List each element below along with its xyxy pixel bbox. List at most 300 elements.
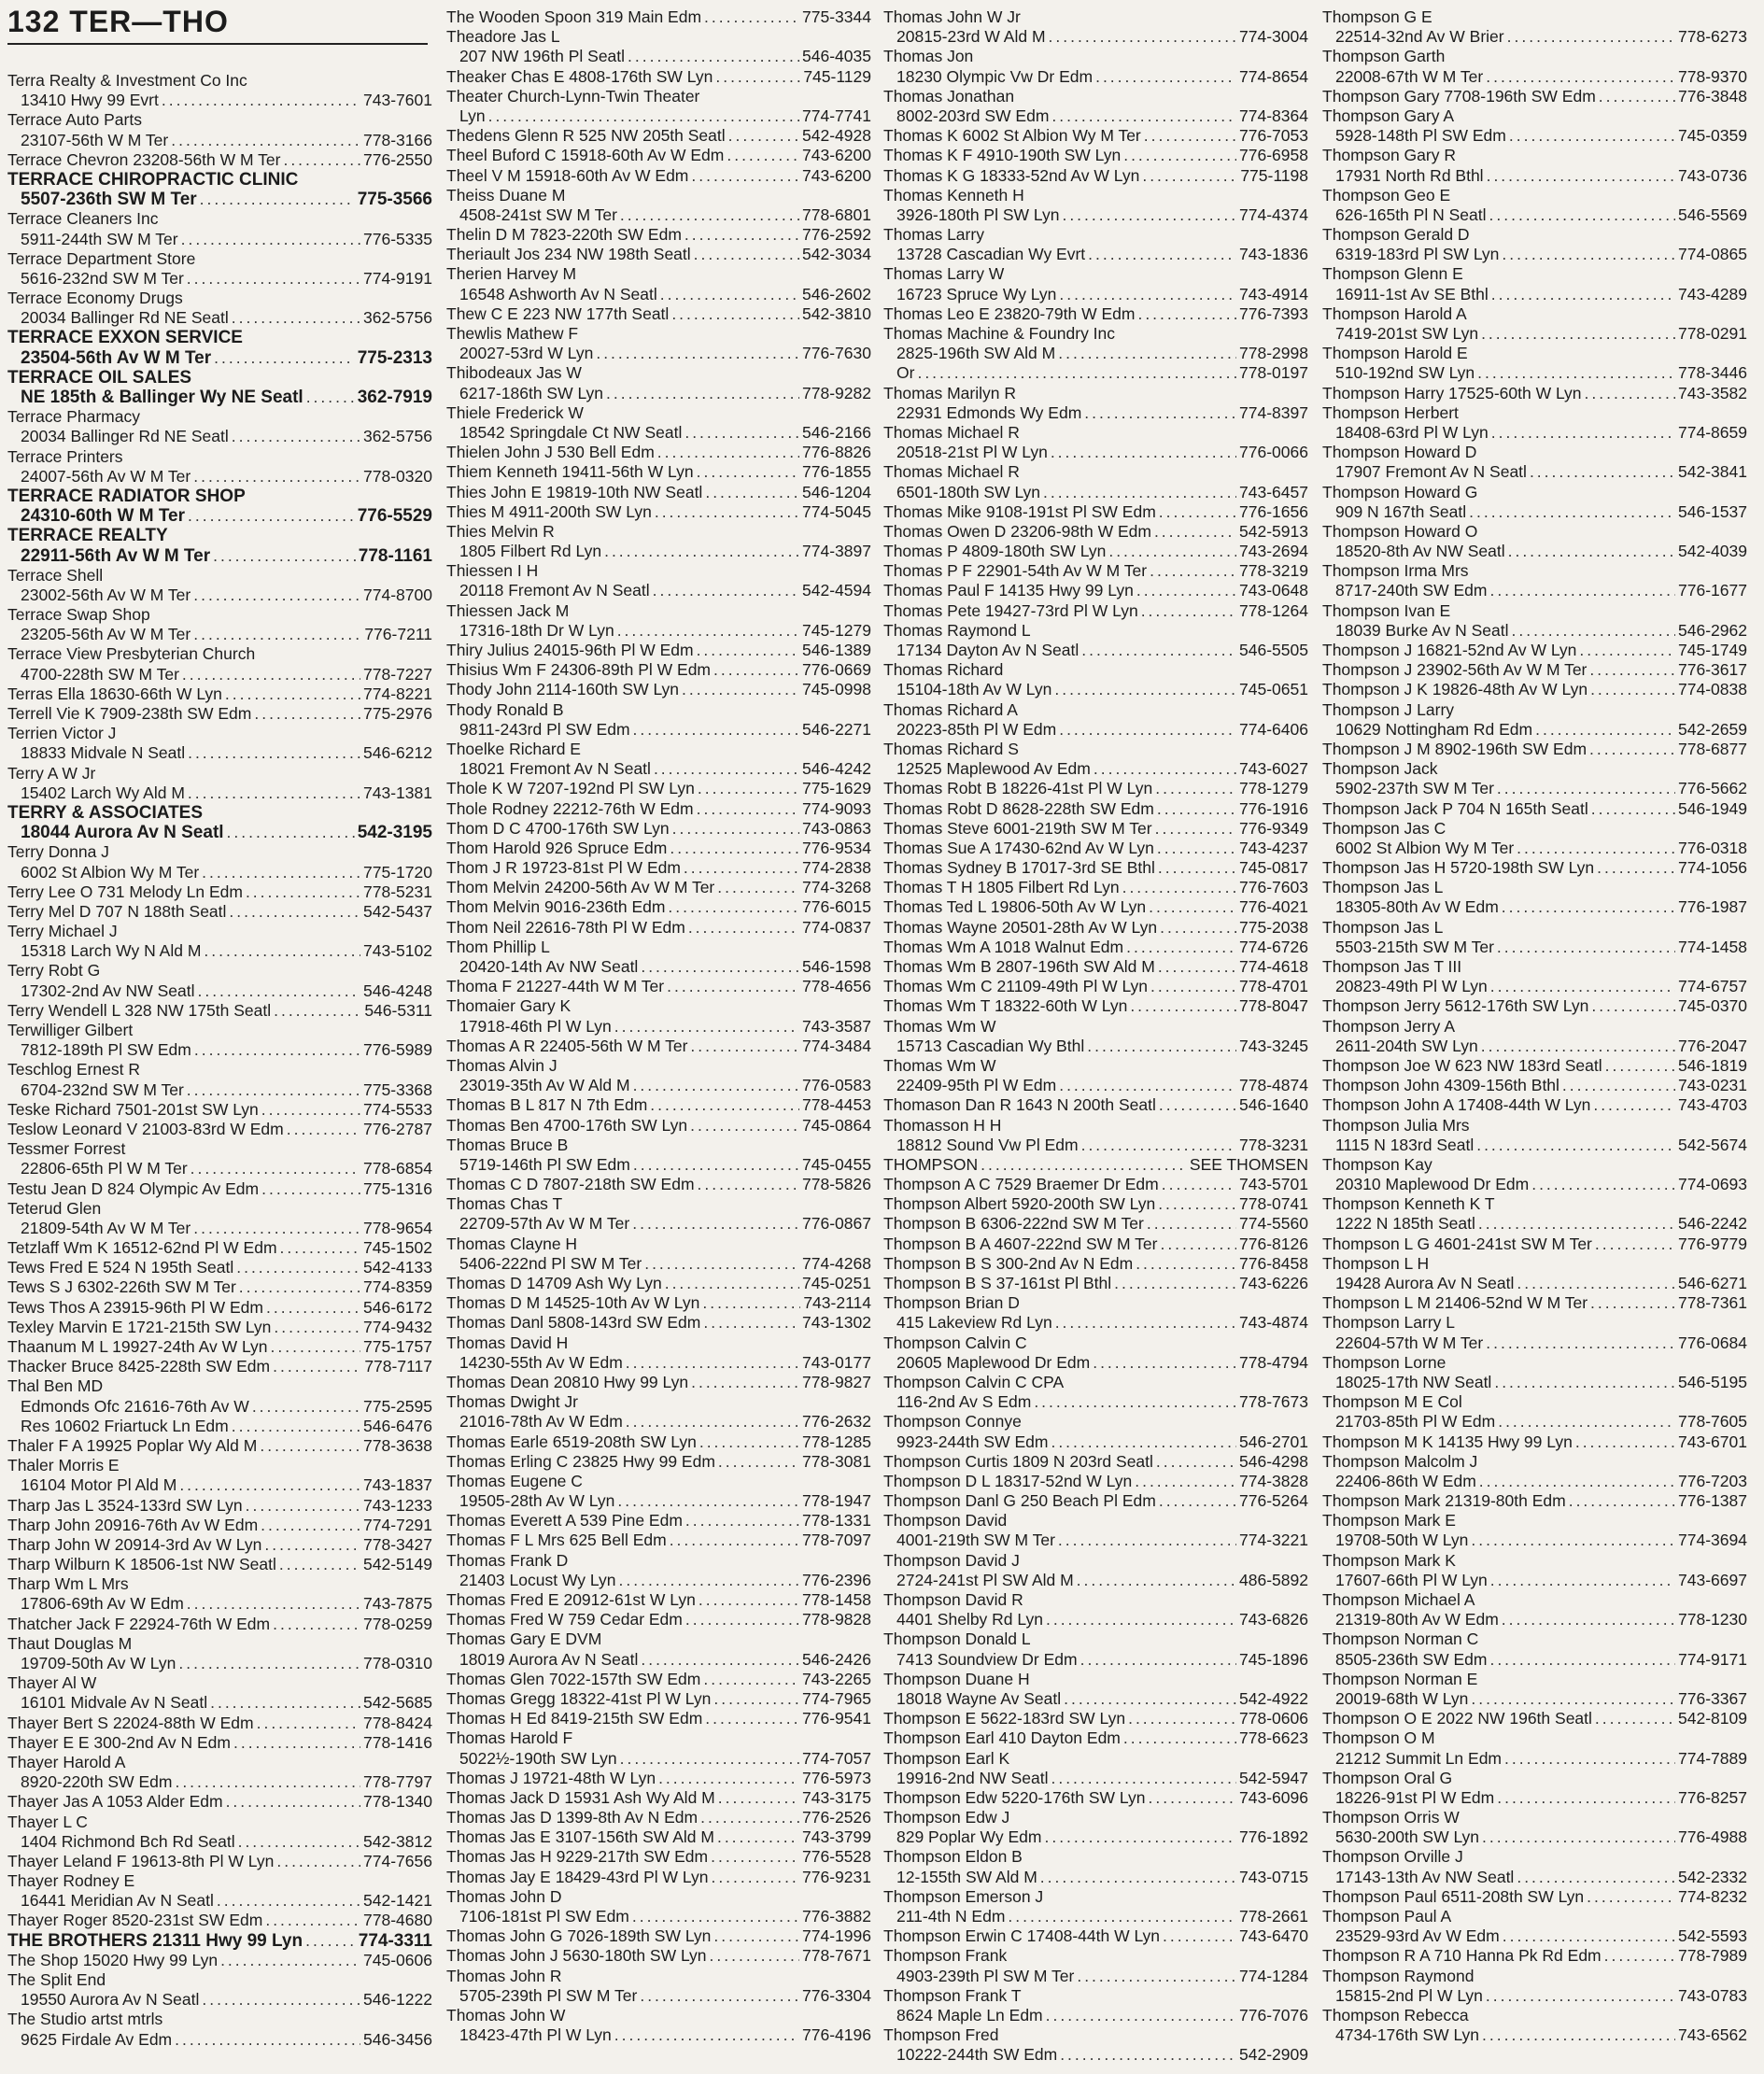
listing-text: Thompson Jas C	[1322, 818, 1446, 838]
listing-text: Thompson Jack	[1322, 759, 1438, 779]
listing-entry	[446, 1511, 871, 1531]
listing-text: Thomas F L Mrs 625 Bell Edm	[446, 1531, 667, 1550]
listing-text: Thompson Julia Mrs	[1322, 1115, 1470, 1135]
listing-text: Thompson Harold A	[1322, 303, 1467, 323]
listing-address-line	[446, 1749, 871, 1769]
listing-text: Thomas K F 4910-190th SW Lyn	[883, 146, 1122, 165]
dot-leader	[1575, 1432, 1675, 1452]
listing-text: 7413 Soundview Dr Edm	[896, 1649, 1078, 1669]
listing-text: 18520-8th Av NW Seatl	[1335, 542, 1505, 561]
listing-entry	[7, 1238, 432, 1258]
dot-leader	[633, 1155, 799, 1175]
listing-text: Thomas Michael R	[883, 462, 1020, 482]
listing-text: Thompson Earl 410 Dayton Edm	[883, 1728, 1121, 1748]
listing-address-line	[7, 2030, 432, 2050]
listing-text: Terry Donna J	[7, 842, 109, 862]
listing-address-line	[1322, 1175, 1747, 1194]
listing-entry	[446, 1926, 871, 1946]
phone-number: 743-6470	[1239, 1926, 1308, 1946]
dot-leader	[261, 1516, 360, 1535]
listing-address-line	[1322, 1531, 1747, 1550]
listing-address-line	[883, 443, 1308, 462]
dot-leader	[1587, 1887, 1675, 1907]
listing-entry	[1322, 700, 1747, 720]
dot-leader	[1535, 720, 1675, 740]
listing-entry	[883, 1926, 1308, 1946]
listing-address-line	[7, 625, 432, 644]
phone-number: 774-5045	[802, 501, 871, 521]
phone-number: 776-4196	[802, 2025, 871, 2045]
listing-address-line	[1322, 1037, 1747, 1056]
dot-leader	[670, 839, 799, 858]
listing-entry	[7, 1199, 432, 1219]
listing-entry	[883, 1056, 1308, 1076]
phone-number: 743-0715	[1239, 1867, 1308, 1886]
listing-entry	[446, 87, 871, 106]
dot-leader	[188, 506, 355, 526]
listing-entry	[446, 502, 871, 522]
listing-text: Theel Buford C 15918-60th Av W Edm	[446, 146, 725, 165]
column-2	[446, 7, 871, 2074]
listing-text: 23205-56th Av W M Ter	[21, 625, 191, 644]
listing-entry	[883, 1095, 1308, 1115]
phone-number: 775-2595	[363, 1396, 432, 1416]
listing-text: Teslow Leonard V 21003-83rd W Edm	[7, 1119, 284, 1138]
listing-address-line	[7, 665, 432, 684]
listing-text: Thomas Wm T 18322-60th W Lyn	[883, 996, 1128, 1016]
dot-leader	[1512, 621, 1676, 641]
listing-text: 15318 Larch Wy N Ald M	[21, 941, 202, 961]
listing-entry	[446, 839, 871, 858]
listing-text: Terry Wendell L 328 NW 175th Seatl	[7, 1000, 272, 1020]
listing-entry	[883, 878, 1308, 897]
listing-text: Thompson David R	[883, 1590, 1023, 1609]
listing-text: Thompson Michael A	[1322, 1590, 1475, 1609]
listing-entry	[1322, 264, 1747, 284]
phone-number: 778-1230	[1678, 1610, 1747, 1630]
phone-number: 776-8126	[1239, 1234, 1308, 1253]
listing-text: Thompson Eldon B	[883, 1847, 1023, 1867]
listing-text: Thal Ben MD	[7, 1376, 104, 1396]
dot-leader	[1144, 126, 1236, 146]
listing-address-line	[7, 91, 432, 110]
listing-text: Thompson David J	[883, 1550, 1020, 1570]
dot-leader	[191, 1159, 360, 1178]
listing-text: Thibodeaux Jas W	[446, 363, 582, 383]
phone-number: 743-6697	[1678, 1570, 1747, 1589]
phone-number: 776-1892	[1239, 1827, 1308, 1847]
dot-leader	[193, 625, 361, 644]
listing-text: Thompson Rebecca	[1322, 2005, 1469, 2025]
dot-leader	[619, 1571, 800, 1590]
dot-leader	[188, 783, 360, 803]
listing-text: 19708-50th W Lyn	[1335, 1531, 1469, 1550]
listing-text: 20034 Ballinger Rd NE Seatl	[21, 427, 229, 446]
listing-entry	[7, 1060, 432, 1079]
listing-text: Teschlog Ernest R	[7, 1060, 141, 1079]
dot-leader	[238, 1832, 360, 1852]
phone-number: 743-6027	[1239, 759, 1308, 779]
listing-address-line	[1322, 581, 1747, 600]
listing-text: 5507-236th SW M Ter	[21, 190, 197, 210]
phone-number: 776-8458	[1239, 1253, 1308, 1273]
dot-leader	[1159, 502, 1236, 522]
phone-number: 775-1720	[363, 862, 432, 882]
listing-text: Thomaier Gary K	[446, 996, 572, 1016]
listing-text: Thomasson H H	[883, 1115, 1002, 1135]
listing-entry	[883, 1254, 1308, 1274]
listing-address-line	[883, 641, 1308, 660]
dot-leader	[274, 1001, 361, 1021]
phone-number: 776-9231	[802, 1867, 871, 1886]
listing-entry	[1322, 186, 1747, 205]
dot-leader	[685, 1610, 799, 1630]
listing-entry	[446, 1136, 871, 1155]
dot-leader	[626, 1412, 799, 1432]
listing-entry	[883, 660, 1308, 680]
listing-text: Terrace Shell	[7, 565, 104, 585]
dot-leader	[1064, 1689, 1236, 1709]
phone-number: 774-9432	[363, 1317, 432, 1336]
listing-text: Thomas Larry W	[883, 264, 1005, 284]
phone-number: 774-7291	[363, 1515, 432, 1534]
listing-entry	[446, 1235, 871, 1254]
phone-number: 778-0291	[1678, 324, 1747, 343]
listing-text: 19428 Aurora Av N Seatl	[1335, 1274, 1515, 1292]
listing-text: Thayer Jas A 1053 Alder Edm	[7, 1792, 223, 1812]
listing-text: Thompson J 23902-56th Av W M Ter	[1322, 660, 1588, 680]
listing-text: Teske Richard 7501-201st SW Lyn	[7, 1099, 259, 1119]
phone-number: 542-5149	[363, 1555, 432, 1574]
phone-number: 542-4133	[363, 1258, 432, 1277]
phone-number: 776-9541	[802, 1709, 871, 1728]
listing-address-line	[7, 1219, 432, 1238]
listing-text: Thomas Wm A 1018 Walnut Edm	[883, 937, 1124, 956]
listing-address-line	[7, 308, 432, 328]
phone-number: 743-2265	[802, 1669, 871, 1688]
phone-number: 778-0259	[363, 1614, 432, 1633]
listing-entry	[7, 1813, 432, 1832]
listing-text: Terrace Auto Parts	[7, 110, 142, 130]
dot-leader	[640, 1986, 799, 2006]
listing-text: 24007-56th Av W M Ter	[21, 466, 191, 486]
listing-entry	[7, 2010, 432, 2029]
dot-leader	[1595, 1709, 1675, 1728]
listing-text: 21016-78th Av W Edm	[459, 1412, 623, 1432]
phone-number: 774-2838	[802, 858, 871, 878]
listing-entry	[883, 1590, 1308, 1610]
phone-number: 743-6826	[1239, 1610, 1308, 1630]
listing-entry	[7, 1911, 432, 1930]
dot-leader	[1034, 1392, 1236, 1412]
listing-entry	[1322, 819, 1747, 839]
dot-leader	[225, 684, 360, 704]
phone-number: 776-2632	[802, 1412, 871, 1432]
phone-number: 546-2271	[802, 719, 871, 739]
listing-text: Thomas Jon	[883, 47, 974, 66]
dot-leader	[1122, 878, 1236, 897]
phone-number: 778-8424	[363, 1713, 432, 1732]
dot-leader	[1481, 1037, 1675, 1056]
listing-address-line	[7, 1397, 432, 1417]
listing-address-line	[7, 981, 432, 1001]
dot-leader	[217, 1891, 360, 1911]
phone-number: 776-0669	[802, 660, 871, 680]
listing-entry	[446, 522, 871, 542]
listing-text: 2611-204th SW Lyn	[1335, 1036, 1478, 1055]
dot-leader	[1137, 304, 1236, 324]
phone-number: 546-1204	[802, 482, 871, 501]
phone-number: 776-3848	[1678, 86, 1747, 106]
listing-text: Terry Robt G	[7, 961, 101, 981]
dot-leader	[1058, 344, 1236, 363]
listing-text: Thompson Frank	[883, 1946, 1008, 1966]
phone-number: 776-1677	[1678, 581, 1747, 600]
listing-entry	[883, 87, 1308, 106]
listing-text: Thole K W 7207-192nd Pl SW Lyn	[446, 779, 695, 798]
dot-leader	[274, 1318, 360, 1337]
listing-address-line	[446, 47, 871, 66]
listing-text: 21319-80th Av W Edm	[1335, 1610, 1499, 1630]
listing-text: Thomas Robt D 8628-228th SW Edm	[883, 798, 1154, 818]
listing-text: Thompson M K 14135 Hwy 99 Lyn	[1322, 1432, 1573, 1451]
listing-text: 20223-85th Pl W Edm	[896, 719, 1057, 739]
listing-address-line	[883, 1689, 1308, 1709]
listing-text: 18226-91st Pl W Edm	[1335, 1787, 1495, 1807]
listing-text: Thompson Paul A	[1322, 1907, 1452, 1926]
dot-leader	[287, 1120, 360, 1139]
dot-leader	[665, 1274, 799, 1293]
dot-leader	[698, 779, 799, 798]
listing-text: Thies Melvin R	[446, 521, 555, 541]
dot-leader	[306, 388, 355, 407]
dot-leader	[187, 269, 360, 289]
phone-number: 776-0867	[802, 1214, 871, 1234]
dot-leader	[220, 1951, 360, 1970]
listing-entry	[446, 680, 871, 699]
listing-entry	[1322, 1709, 1747, 1728]
phone-number: 776-0684	[1678, 1333, 1747, 1352]
phone-number: 778-4874	[1239, 1076, 1308, 1095]
listing-entry	[883, 1630, 1308, 1649]
listing-entry	[1322, 1590, 1747, 1610]
dot-leader	[1046, 1610, 1236, 1630]
listing-text: 8717-240th SW Edm	[1335, 581, 1488, 600]
listing-text: Thomas Ben 4700-176th SW Lyn	[446, 1115, 688, 1135]
listing-text: Thom Harold 926 Spruce Edm	[446, 838, 668, 857]
listing-address-line	[446, 285, 871, 304]
listing-entry	[1322, 522, 1747, 542]
listing-entry	[7, 1258, 432, 1277]
dot-leader	[1489, 205, 1676, 225]
dot-leader	[175, 1772, 360, 1792]
listing-text: Thom Phillip L	[446, 937, 550, 956]
listing-address-line	[7, 348, 432, 368]
listing-entry	[446, 1709, 871, 1728]
dot-leader	[194, 1040, 360, 1060]
listing-entry	[7, 289, 432, 308]
listing-text: 6319-183rd Pl SW Lyn	[1335, 245, 1500, 264]
dot-leader	[1486, 67, 1675, 87]
listing-entry	[7, 764, 432, 783]
listing-text: Thompson John 4309-156th Bthl	[1322, 1076, 1559, 1095]
phone-number: 774-7057	[802, 1748, 871, 1768]
listing-text: Thomas Wayne 20501-28th Av W Lyn	[883, 917, 1158, 937]
dot-leader	[266, 1298, 360, 1318]
phone-number: 778-1161	[358, 545, 432, 566]
phone-number: 743-5102	[363, 941, 432, 961]
listing-address-line	[1322, 720, 1747, 740]
phone-number: 774-6757	[1678, 977, 1747, 996]
listing-text: Thomas Glen 7022-157th SW Edm	[446, 1669, 701, 1688]
listing-entry	[1322, 1491, 1747, 1511]
dot-leader	[654, 759, 799, 779]
dot-leader	[1517, 1274, 1675, 1293]
phone-number: 542-5685	[363, 1693, 432, 1713]
phone-number: 743-6226	[1239, 1274, 1308, 1292]
listing-entry	[446, 7, 871, 27]
listing-entry	[1322, 1095, 1747, 1115]
listing-text: Thody Ronald B	[446, 699, 564, 719]
listing-entry	[1322, 1194, 1747, 1214]
listing-text: Theel V M 15918-60th Av W Edm	[446, 165, 689, 185]
dot-leader	[684, 423, 799, 443]
dot-leader	[305, 1931, 356, 1951]
dot-leader	[1093, 1353, 1236, 1373]
listing-text: Thomas Wm B 2807-196th SW Ald M	[883, 957, 1155, 976]
listing-text: 21403 Locust Wy Lyn	[459, 1570, 616, 1589]
dot-leader	[1081, 1136, 1236, 1155]
listing-entry	[1322, 47, 1747, 66]
dot-leader	[1471, 1689, 1675, 1709]
phone-number: 775-3344	[802, 7, 871, 26]
listing-entry	[883, 740, 1308, 759]
listing-text: Thomas B L 817 N 7th Edm	[446, 1095, 648, 1115]
listing-text: 22911-56th Av W M Ter	[21, 545, 211, 566]
listing-address-line	[446, 106, 871, 126]
listing-entry	[7, 368, 432, 388]
listing-entry	[883, 621, 1308, 641]
phone-number: 774-6406	[1239, 719, 1308, 739]
dot-leader	[604, 542, 799, 561]
listing-address-line	[1322, 1571, 1747, 1590]
listing-text: Thayer L C	[7, 1812, 88, 1831]
listing-entry	[883, 1491, 1308, 1511]
phone-number: 542-2659	[1678, 719, 1747, 739]
listing-entry	[7, 328, 432, 347]
listing-entry	[7, 1298, 432, 1318]
listing-text: Thompson Edw J	[883, 1808, 1010, 1827]
listing-entry	[1322, 1887, 1747, 1907]
dot-leader	[1094, 759, 1236, 779]
listing-text: Theadore Jas L	[446, 27, 560, 47]
dot-leader	[1487, 166, 1675, 186]
listing-entry	[7, 961, 432, 981]
phone-number: 542-5913	[1239, 521, 1308, 541]
listing-address-line	[883, 1610, 1308, 1630]
listing-entry	[7, 1376, 432, 1396]
listing-entry	[1322, 1808, 1747, 1827]
phone-number: 778-5826	[802, 1175, 871, 1194]
listing-text: 2825-196th SW Ald M	[896, 344, 1056, 363]
phone-number: 778-7797	[363, 1772, 432, 1792]
phone-number: 743-4914	[1239, 284, 1308, 303]
listing-address-line	[1322, 1472, 1747, 1491]
phone-number: 776-7393	[1239, 303, 1308, 323]
phone-number: 774-7965	[802, 1688, 871, 1708]
listing-entry	[7, 1535, 432, 1555]
listing-entry	[446, 324, 871, 344]
dot-leader	[728, 126, 799, 146]
listing-entry	[883, 1670, 1308, 1689]
listing-text: 20027-53rd W Lyn	[459, 344, 594, 363]
phone-number: 743-0736	[1678, 165, 1747, 185]
listing-text: 17143-13th Av NW Seatl	[1335, 1867, 1515, 1886]
listing-text: 829 Poplar Wy Edm	[896, 1827, 1042, 1847]
listing-text: Terry Michael J	[7, 922, 118, 941]
phone-number: 778-3427	[363, 1534, 432, 1554]
listing-entry	[446, 601, 871, 621]
listing-text: 20815-23rd W Ald M	[896, 27, 1046, 47]
listing-text: Thomas Alvin J	[446, 1055, 557, 1075]
listing-address-line	[883, 106, 1308, 126]
phone-number: 542-8109	[1678, 1709, 1747, 1728]
listing-entry	[1322, 1946, 1747, 1966]
listing-text: Thomas John R	[446, 1966, 562, 1985]
dot-leader	[232, 308, 360, 328]
listing-text: NE 185th & Ballinger Wy NE Seatl	[21, 388, 303, 407]
listing-address-line	[1322, 542, 1747, 561]
phone-number: 778-1279	[1239, 779, 1308, 798]
dot-leader	[276, 1852, 360, 1871]
listing-entry	[1322, 304, 1747, 324]
listing-entry	[883, 1986, 1308, 2006]
listing-entry	[1322, 1432, 1747, 1452]
phone-number: 778-1340	[363, 1792, 432, 1812]
listing-text: Tharp Wilburn K 18506-1st NW Seatl	[7, 1555, 276, 1574]
phone-number: 778-4701	[1239, 977, 1308, 996]
listing-entry	[7, 1871, 432, 1891]
listing-text: 5616-232nd SW M Ter	[21, 268, 184, 288]
phone-number: 774-0837	[802, 917, 871, 937]
dot-leader	[684, 858, 799, 878]
phone-number: 778-1458	[802, 1590, 871, 1609]
phone-number: 778-9282	[802, 383, 871, 402]
listing-text: 19505-28th Av W Lyn	[459, 1491, 615, 1511]
phone-number: 546-1598	[802, 957, 871, 976]
listing-text: Thomas D M 14525-10th Av W Lyn	[446, 1293, 700, 1313]
listing-text: TERRACE CHIROPRACTIC CLINIC	[7, 169, 299, 190]
listing-text: Thomas Sydney B 17017-3rd SE Bthl	[883, 858, 1155, 878]
dot-leader	[703, 1670, 799, 1689]
listing-text: 20420-14th Av NW Seatl	[459, 957, 639, 976]
listing-entry	[446, 1887, 871, 1907]
listing-entry	[446, 819, 871, 839]
listing-address-line	[1322, 462, 1747, 482]
phone-number: 745-0817	[1239, 858, 1308, 878]
listing-text: Thayer Leland F 19613-8th Pl W Lyn	[7, 1851, 275, 1870]
phone-number: 778-7227	[363, 664, 432, 684]
phone-number: 774-3897	[802, 542, 871, 561]
listing-address-line	[883, 27, 1308, 47]
listing-entry	[446, 700, 871, 720]
listing-text: 4401 Shelby Rd Lyn	[896, 1610, 1043, 1630]
listing-text: 16101 Midvale Av N Seatl	[21, 1693, 208, 1713]
listing-entry	[7, 1634, 432, 1654]
listing-entry	[7, 1337, 432, 1357]
listing-text: Thompson O M	[1322, 1728, 1435, 1748]
dot-leader	[596, 344, 799, 363]
